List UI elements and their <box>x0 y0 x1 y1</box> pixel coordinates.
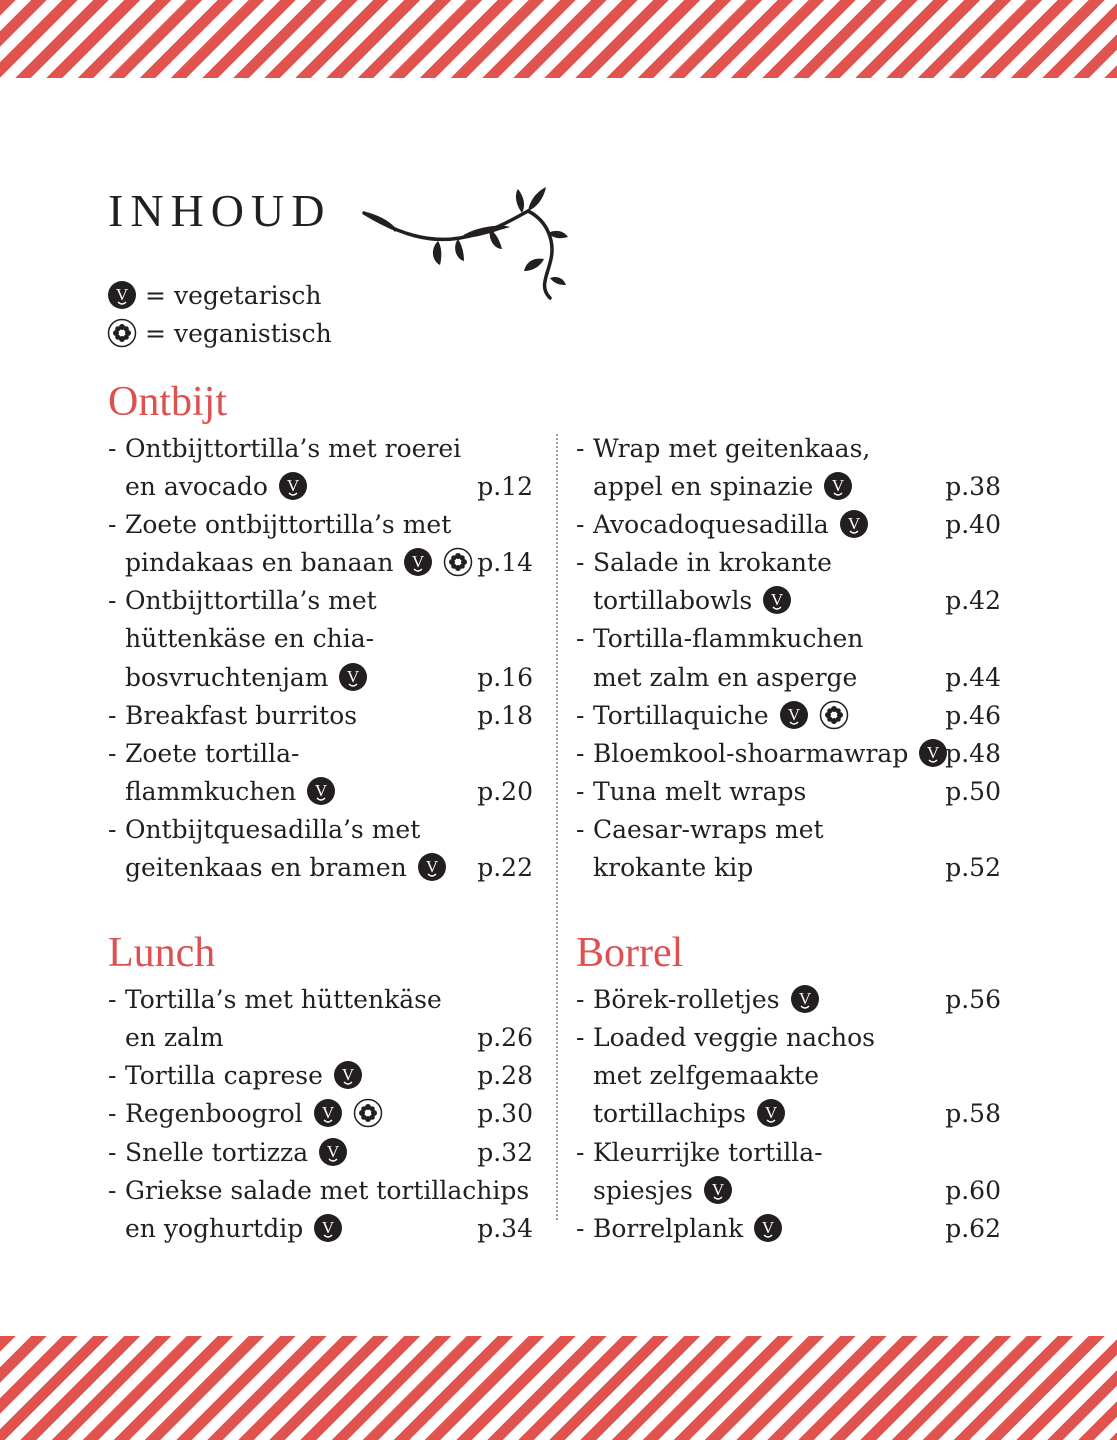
svg-text:V: V <box>286 476 299 496</box>
page-number: p.16 <box>477 662 533 692</box>
page-number: p.12 <box>477 472 533 502</box>
toc-entry-line <box>576 430 1001 468</box>
toc-entry-text: Wrap met geitenkaas, <box>593 434 871 463</box>
toc-entry-line <box>108 697 533 735</box>
toc-entry <box>576 430 1001 506</box>
toc-entry <box>576 620 1001 696</box>
toc-entry-text: tortillabowls <box>593 586 753 616</box>
toc-entry-line <box>108 735 533 773</box>
toc-entry-text: Tortilla’s met hüttenkäse <box>125 985 442 1015</box>
toc-entry-line <box>576 1057 1001 1095</box>
toc-entry-line <box>108 1057 533 1095</box>
page-number: p.34 <box>477 1213 533 1243</box>
page-number: p.46 <box>945 700 1001 730</box>
toc-entry <box>108 1095 533 1133</box>
toc-entry-text: appel en spinazie <box>593 472 814 502</box>
svg-text:V: V <box>115 285 129 304</box>
page-number: p.44 <box>945 662 1001 692</box>
toc-entry-text: Loaded veggie nachos <box>593 1023 875 1053</box>
toc-entry-line <box>576 544 1001 582</box>
toc-entry <box>108 506 533 582</box>
page-number: p.28 <box>477 1061 533 1091</box>
toc-entry <box>108 735 533 811</box>
top-stripe-band <box>0 0 1117 78</box>
page-number: p.38 <box>945 472 1001 502</box>
toc-entry-line <box>576 1210 1001 1248</box>
vegetarian-icon <box>703 1175 733 1205</box>
section-title <box>576 374 1001 430</box>
toc-entry-line <box>108 773 533 811</box>
toc-entry-line <box>108 811 533 849</box>
page-number: p.30 <box>477 1099 533 1129</box>
svg-text:V: V <box>847 514 860 534</box>
toc-entry-text: Kleurrijke tortilla- <box>593 1137 823 1167</box>
toc-entry <box>108 811 533 887</box>
svg-text:V: V <box>764 1103 778 1123</box>
toc-entry-text: Regenboogrol <box>125 1099 303 1129</box>
svg-text:V: V <box>787 704 800 724</box>
svg-text:V: V <box>347 666 360 686</box>
toc-entry-text: geitenkaas en bramen <box>125 853 407 883</box>
page-number: p.26 <box>477 1023 533 1053</box>
vegetarian-icon <box>839 509 869 539</box>
toc-entry-line <box>108 582 533 620</box>
toc-entry-text: en avocado <box>125 472 268 502</box>
toc-entry <box>108 1134 533 1172</box>
toc-entry <box>108 697 533 735</box>
toc-entry-line <box>108 1095 533 1133</box>
toc-entry-line <box>108 430 533 468</box>
toc-entry-text: Ontbijttortilla’s met <box>125 586 377 616</box>
toc-entry-text: Börek-rolletjes <box>593 985 780 1015</box>
toc-entry <box>108 1057 533 1095</box>
toc-entry-line <box>576 697 1001 735</box>
page-number: p.62 <box>945 1213 1001 1243</box>
vegetarian-icon <box>762 585 792 615</box>
legend-equals: = <box>145 280 166 310</box>
svg-text:V: V <box>326 1141 340 1161</box>
vegetarian-icon <box>313 1098 343 1128</box>
toc-entry-line <box>576 620 1001 658</box>
svg-text:V: V <box>771 590 784 610</box>
toc-entry-text: bosvruchtenjam <box>125 662 329 692</box>
vegetarian-icon <box>313 1213 343 1243</box>
vine-ornament <box>360 183 570 303</box>
vegetarian-icon <box>417 852 447 882</box>
page-number: p.20 <box>477 776 533 806</box>
section-title: Ontbijt <box>108 379 228 425</box>
toc-entry-text: met zalm en asperge <box>593 662 858 692</box>
vegan-icon <box>819 700 849 730</box>
svg-text:V: V <box>315 780 328 800</box>
toc-entry <box>576 811 1001 887</box>
legend-equals: = <box>145 318 166 348</box>
legend-label: veganistisch <box>173 318 332 348</box>
vegetarian-icon <box>403 547 433 577</box>
toc-entry-line <box>108 1019 533 1057</box>
toc-entry-text: pindakaas en banaan <box>125 548 394 578</box>
toc-entry-text: spiesjes <box>593 1175 693 1205</box>
vegetarian-icon <box>107 280 137 310</box>
page-number: p.18 <box>477 700 533 730</box>
vegetarian-icon <box>278 471 308 501</box>
legend <box>107 276 332 352</box>
toc-entry-text: Snelle tortizza <box>125 1137 309 1167</box>
toc-entry-text: flammkuchen <box>125 776 297 806</box>
toc-entry-line <box>108 981 533 1019</box>
toc-entry <box>108 582 533 696</box>
toc-entry-line <box>576 1019 1001 1057</box>
vegetarian-icon <box>756 1098 786 1128</box>
toc-entry <box>576 773 1001 811</box>
toc-entry-line <box>108 506 533 544</box>
toc-entry-text: Caesar-wraps met <box>593 814 824 844</box>
column-left <box>108 374 533 1248</box>
toc-entry-line <box>108 1210 533 1248</box>
toc-entry-text: Zoete ontbijttortilla’s met <box>125 510 452 540</box>
svg-text:V: V <box>711 1179 724 1199</box>
toc-entry <box>576 506 1001 544</box>
svg-text:V: V <box>425 857 438 877</box>
toc-entry <box>576 735 1001 773</box>
toc-entry-text: en yoghurtdip <box>125 1213 304 1243</box>
page-number: p.32 <box>477 1137 533 1167</box>
toc-entry-text: Salade in krokante <box>593 548 832 578</box>
toc-entry-text: Ontbijtquesadilla’s met <box>125 814 421 844</box>
toc-entry-line <box>576 849 1001 887</box>
toc-entry <box>576 1134 1001 1210</box>
toc-entry <box>576 544 1001 620</box>
page-title: INHOUD <box>108 185 332 236</box>
toc-entry-text: Breakfast burritos <box>125 700 358 730</box>
toc-entry-text: krokante kip <box>593 853 754 883</box>
toc-entry-line <box>108 620 533 658</box>
toc-entry-text: Avocadoquesadilla <box>593 510 829 540</box>
toc-entry-line <box>576 582 1001 620</box>
toc-entry <box>576 1210 1001 1248</box>
toc-entry <box>108 1172 533 1248</box>
toc-entry-line <box>108 1134 533 1172</box>
toc-entry-text: Ontbijttortilla’s met roerei <box>125 434 462 463</box>
vegetarian-icon <box>333 1060 363 1090</box>
toc-entry-text: met zelfgemaakte <box>593 1061 820 1091</box>
toc-entry-line <box>576 773 1001 811</box>
vegetarian-icon <box>779 700 809 730</box>
toc-entry-line <box>576 1095 1001 1133</box>
toc-entry-text: tortillachips <box>593 1099 746 1129</box>
toc-entry-text: Tortilla caprese <box>125 1061 323 1091</box>
toc-entry-text: Griekse salade met tortillachips <box>125 1175 530 1205</box>
toc-entry-text: Tortilla-flammkuchen <box>593 624 864 654</box>
toc-entry-line <box>576 506 1001 544</box>
vegan-icon <box>443 547 473 577</box>
toc-entry <box>576 981 1001 1019</box>
vegetarian-icon <box>823 471 853 501</box>
svg-text:V: V <box>798 989 811 1009</box>
toc-entry-line <box>108 849 533 887</box>
page-number: p.42 <box>945 586 1001 616</box>
toc-entry-line <box>108 1172 533 1210</box>
svg-text:V: V <box>322 1217 335 1237</box>
page-number: p.48 <box>945 738 1001 768</box>
toc-entry-text: hüttenkäse en chia- <box>125 624 375 654</box>
column-divider <box>556 434 558 1220</box>
page-number: p.60 <box>945 1175 1001 1205</box>
vegetarian-icon <box>753 1213 783 1243</box>
toc-entry-text: Bloemkool-shoarmawrap <box>593 738 909 768</box>
legend-row-vegan <box>107 314 332 352</box>
toc-entry-line <box>108 468 533 506</box>
vegan-icon <box>107 318 137 348</box>
vegetarian-icon <box>306 776 336 806</box>
svg-text:V: V <box>762 1217 775 1237</box>
toc-entry-line <box>576 811 1001 849</box>
toc-entry <box>108 430 533 506</box>
page-number: p.52 <box>945 853 1001 883</box>
section-title: Borrel <box>576 930 684 977</box>
page-number: p.14 <box>477 548 533 578</box>
toc-entry-line <box>108 544 533 582</box>
toc-entry-line <box>108 659 533 697</box>
toc-entry-line <box>576 1134 1001 1172</box>
toc-entry <box>576 697 1001 735</box>
toc-entry-line <box>576 659 1001 697</box>
toc-entry-text: Tortillaquiche <box>593 700 769 730</box>
page-number: p.56 <box>945 985 1001 1015</box>
svg-text:V: V <box>927 742 940 762</box>
section-gap <box>576 887 1001 925</box>
page-number: p.50 <box>945 776 1001 806</box>
page-number: p.22 <box>477 853 533 883</box>
toc-entry-text: Tuna melt wraps <box>593 776 807 806</box>
vegan-icon <box>353 1098 383 1128</box>
toc-entry-line <box>576 468 1001 506</box>
toc-entry-line <box>576 735 1001 773</box>
svg-text:V: V <box>412 552 425 572</box>
toc-entry-text: en zalm <box>125 1023 224 1053</box>
bottom-stripe-band <box>0 1336 1117 1440</box>
toc-entry-line <box>576 1172 1001 1210</box>
legend-label: vegetarisch <box>173 280 322 310</box>
svg-text:V: V <box>341 1065 354 1085</box>
toc-entry <box>576 1019 1001 1133</box>
column-right <box>576 374 1001 1248</box>
svg-text:V: V <box>321 1103 334 1123</box>
section-title: Lunch <box>108 930 216 977</box>
vegetarian-icon <box>918 738 948 768</box>
page-number: p.58 <box>945 1099 1001 1129</box>
vegetarian-icon <box>338 662 368 692</box>
toc-entry-line <box>576 981 1001 1019</box>
legend-row-vegetarian <box>107 276 332 314</box>
page-number: p.40 <box>945 510 1001 540</box>
vegetarian-icon <box>790 984 820 1014</box>
section-gap <box>108 887 533 925</box>
svg-text:V: V <box>832 476 845 496</box>
toc-entry <box>108 981 533 1057</box>
toc-entry-text: Borrelplank <box>593 1213 744 1243</box>
toc-entry-text: Zoete tortilla- <box>125 738 300 768</box>
vegetarian-icon <box>318 1137 348 1167</box>
